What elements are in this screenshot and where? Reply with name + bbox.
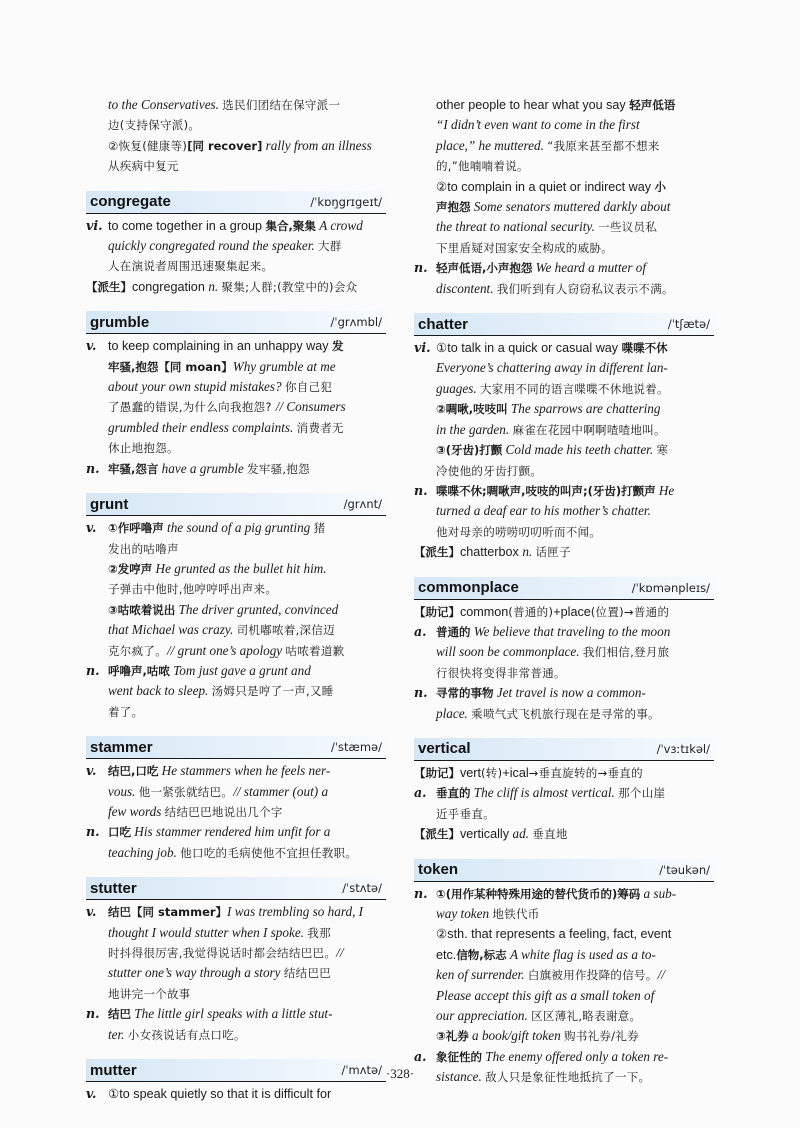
headword-pronunciation: /ˈstʌtə/ bbox=[342, 881, 382, 896]
text-ex: // grunt one’s apology bbox=[167, 642, 286, 658]
part-of-speech: v. bbox=[86, 338, 97, 354]
text-ex: will soon be commonplace. bbox=[436, 644, 583, 660]
entry-line bbox=[86, 600, 386, 620]
text-def: etc. bbox=[436, 947, 457, 962]
left-column bbox=[86, 95, 386, 1104]
text-cn: 人在演说者周围迅速聚集起来。 bbox=[108, 259, 274, 274]
headword-text: vertical bbox=[418, 740, 471, 758]
entry-line bbox=[414, 824, 714, 844]
entry-line bbox=[86, 357, 386, 377]
entry-line bbox=[414, 522, 714, 542]
text-ex: vous. bbox=[108, 783, 139, 799]
entry-line bbox=[414, 115, 714, 135]
entry-line bbox=[86, 761, 386, 781]
text-ex: Tom just gave a grunt and bbox=[169, 662, 311, 678]
text-cn: 时抖得很厉害,我觉得说话时都会结结巴巴。 bbox=[108, 946, 337, 960]
entry-headword-commonplace bbox=[414, 577, 714, 600]
entry-headword-stutter bbox=[86, 877, 386, 900]
entry-line bbox=[86, 336, 386, 356]
entry-line bbox=[86, 984, 386, 1004]
text-def: vert bbox=[460, 765, 481, 780]
text-cnb: 普通的 bbox=[436, 624, 471, 639]
headword-pronunciation: /ˈtʃætə/ bbox=[667, 317, 710, 332]
entry-line bbox=[414, 197, 714, 217]
headword-text: stutter bbox=[90, 879, 137, 897]
text-cnb: 牢骚,怨言 bbox=[108, 461, 159, 476]
text-cn: 你自己犯 bbox=[284, 380, 333, 395]
entry-line bbox=[86, 1025, 386, 1045]
text-cn: 咕哝着道歉 bbox=[285, 643, 345, 658]
text-cnb: ③咕哝着说出 bbox=[108, 602, 176, 617]
text-ex: Some senators muttered darkly about bbox=[470, 199, 671, 215]
text-cn: 地铁代币 bbox=[492, 907, 540, 921]
entry-line bbox=[86, 1004, 386, 1024]
text-cn: 结结巴巴地说出几个字 bbox=[164, 804, 283, 819]
entry-line bbox=[414, 1006, 714, 1026]
entry-line bbox=[86, 802, 386, 822]
text-cn: 发出的咕噜声 bbox=[108, 541, 179, 556]
text-ex: // Consumers bbox=[275, 399, 346, 415]
entry-line bbox=[414, 1026, 714, 1046]
text-cn: 近乎垂直。 bbox=[436, 806, 495, 821]
text-ex: few words bbox=[108, 803, 165, 819]
text-cn: 我们相信,登月旅 bbox=[582, 645, 670, 660]
text-ex: our appreciation. bbox=[436, 1008, 532, 1024]
part-of-speech: vi. bbox=[414, 340, 431, 356]
entry-line bbox=[414, 663, 714, 683]
entry-line bbox=[414, 763, 714, 783]
text-cn: 发牢骚,抱怨 bbox=[247, 461, 310, 476]
text-cn: 垂直地 bbox=[532, 827, 568, 842]
text-ex: went back to sleep. bbox=[108, 683, 212, 699]
entry-line bbox=[414, 258, 714, 278]
text-ex: ad. bbox=[512, 826, 533, 842]
page-number: ·328· bbox=[385, 1066, 415, 1081]
entry-line bbox=[414, 884, 714, 904]
text-tag: 【派生】 bbox=[86, 279, 132, 294]
text-ex: turned a deaf ear to his mother’s chatter. bbox=[436, 503, 651, 519]
text-ex: A white flag is used as a to- bbox=[506, 946, 656, 962]
text-def: ①to speak quietly so that it is difficult for bbox=[108, 1087, 332, 1102]
part-of-speech: n. bbox=[86, 662, 100, 678]
text-cn: 休止地抱怨。 bbox=[108, 441, 179, 456]
entry-line bbox=[86, 923, 386, 943]
text-cnb: 轻声低语,小声抱怨 bbox=[436, 261, 533, 276]
entry-line bbox=[86, 236, 386, 256]
entry-headword-grumble bbox=[86, 311, 386, 334]
entry-line bbox=[414, 217, 714, 237]
text-cnb: 集合,聚集 bbox=[265, 218, 316, 233]
text-cn: 大家用不同的语言喋喋不休地说着。 bbox=[479, 381, 669, 396]
text-ex: We heard a mutter of bbox=[532, 260, 647, 276]
entry-line bbox=[86, 620, 386, 640]
entry-line bbox=[414, 986, 714, 1006]
headword-pronunciation: /grʌnt/ bbox=[343, 497, 382, 512]
text-cnb: 声抱怨 bbox=[436, 200, 471, 215]
text-ex: The little girl speaks with a little stut- bbox=[131, 1006, 333, 1022]
headword-text: mutter bbox=[90, 1061, 137, 1079]
text-cnb: 呼噜声,咕哝 bbox=[108, 663, 170, 678]
text-cn: 边(支持保守派)。 bbox=[108, 118, 201, 133]
headword-text: commonplace bbox=[418, 579, 519, 597]
entry-line bbox=[414, 279, 714, 299]
text-cnb: 喋喋不休 bbox=[621, 341, 668, 356]
text-cn: 白旗被用作投降的信号。 bbox=[527, 968, 658, 983]
text-cn: 选民们团结在保守派一 bbox=[222, 98, 341, 112]
text-cn: 小女孩说话有点口吃。 bbox=[127, 1027, 246, 1042]
entry-line bbox=[414, 136, 714, 156]
text-tag: 【助记】 bbox=[414, 604, 460, 619]
part-of-speech: vi. bbox=[86, 217, 103, 233]
text-cnb: 结巴 bbox=[108, 1007, 131, 1022]
text-cnb: 垂直的 bbox=[436, 786, 471, 801]
headword-pronunciation: /ˈtəukən/ bbox=[659, 862, 710, 877]
entry-line bbox=[414, 783, 714, 803]
entry-line bbox=[86, 782, 386, 802]
text-ex: He bbox=[655, 482, 675, 498]
text-ex: // stammer (out) a bbox=[233, 783, 329, 799]
text-cn: 克尔疯了。 bbox=[108, 643, 167, 658]
headword-pronunciation: /ˈkɒŋgrɪgeɪt/ bbox=[310, 194, 382, 209]
part-of-speech: a. bbox=[414, 623, 427, 639]
entry-headword-token bbox=[414, 859, 714, 882]
text-ex: discontent. bbox=[436, 280, 497, 296]
text-def: +place bbox=[553, 604, 591, 619]
text-cn: 购书礼券/礼券 bbox=[563, 1029, 639, 1044]
text-cnb: ③(牙齿)打颤 bbox=[436, 443, 503, 458]
part-of-speech: n. bbox=[86, 824, 100, 840]
text-cn: ②恢复(健康等) bbox=[108, 138, 188, 153]
text-cn: 他对母亲的唠唠叨叨听而不闻。 bbox=[436, 524, 602, 539]
entry-line bbox=[414, 542, 714, 562]
text-cnb: ①作呼噜声 bbox=[108, 521, 164, 536]
entry-line bbox=[86, 559, 386, 579]
text-def: to come together in a group bbox=[108, 218, 266, 233]
part-of-speech: v. bbox=[86, 520, 97, 536]
text-ex: The driver grunted, convinced bbox=[175, 601, 339, 617]
text-ex: Cold made his teeth chatter. bbox=[502, 442, 657, 458]
text-cn: 他口吃的毛病使他不宜担任教职。 bbox=[180, 845, 358, 860]
text-cn: 乘喷气式飞机旅行现在是寻常的事。 bbox=[471, 706, 660, 721]
headword-text: token bbox=[418, 861, 459, 879]
text-cn: 寒 bbox=[656, 443, 669, 458]
text-cn: “我原来甚至都不想来 bbox=[547, 138, 660, 153]
text-cn: 着了。 bbox=[108, 704, 144, 719]
text-cn: 话匣子 bbox=[535, 545, 571, 560]
headword-text: grumble bbox=[90, 313, 150, 331]
text-ex: We believe that traveling to the moon bbox=[470, 623, 671, 639]
text-cn: 子弹击中他时,他哼哼呼出声来。 bbox=[108, 582, 278, 597]
entry-line bbox=[414, 420, 714, 440]
text-ex: teaching job. bbox=[108, 844, 181, 860]
entry-line bbox=[86, 681, 386, 701]
text-cn: (普通的) bbox=[508, 604, 554, 619]
text-ex: His stammer rendered him unfit for a bbox=[131, 824, 331, 840]
text-cnb: ②发哼声 bbox=[108, 561, 153, 576]
text-cnb: 轻声低语 bbox=[629, 98, 676, 112]
part-of-speech: v. bbox=[86, 904, 97, 920]
entry-line bbox=[86, 579, 386, 599]
headword-text: chatter bbox=[418, 315, 469, 333]
entry-line bbox=[86, 539, 386, 559]
text-tag: 【同 moan】 bbox=[158, 359, 233, 374]
text-cn: 地讲完一个故事 bbox=[108, 986, 191, 1001]
entry-line bbox=[414, 379, 714, 399]
text-ex: to the Conservatives. bbox=[108, 97, 223, 112]
text-def: other people to hear what you say bbox=[436, 98, 630, 112]
entry-line bbox=[86, 1084, 386, 1104]
text-ex: Everyone’s chattering away in different lan- bbox=[436, 360, 668, 376]
entry-line bbox=[414, 481, 714, 501]
text-ex: way token bbox=[436, 906, 493, 921]
text-ex: He grunted as the bullet hit him. bbox=[152, 560, 327, 576]
text-cn: 区区薄礼,略表谢意。 bbox=[531, 1009, 642, 1024]
text-cn: 从疾病中复元 bbox=[108, 159, 179, 174]
text-ex: n. bbox=[208, 278, 222, 294]
entry-line bbox=[414, 602, 714, 622]
entry-line bbox=[414, 399, 714, 419]
text-cn: 结结巴巴 bbox=[283, 966, 332, 981]
text-cn: 麻雀在花园中啊啊喳喳地叫。 bbox=[512, 422, 666, 437]
text-ex: place. bbox=[436, 705, 472, 721]
text-ex: grumbled their endless complaints. bbox=[108, 419, 297, 435]
text-def: congregation bbox=[132, 279, 209, 294]
entry-line bbox=[414, 338, 714, 358]
text-cn: 下里盾疑对国家安全构成的威胁。 bbox=[436, 240, 613, 255]
entry-line bbox=[414, 904, 714, 924]
text-cnb: 结巴 bbox=[108, 905, 131, 920]
entry-line bbox=[414, 501, 714, 521]
text-cn: 消费者无 bbox=[296, 420, 344, 435]
text-cnb: ③礼券 bbox=[436, 1029, 469, 1044]
part-of-speech: a. bbox=[414, 785, 427, 801]
entry-line bbox=[414, 177, 714, 197]
entry-line bbox=[86, 156, 386, 176]
text-ex: a sub- bbox=[640, 885, 677, 901]
part-of-speech: n. bbox=[86, 1006, 100, 1022]
headword-pronunciation: /ˈmʌtə/ bbox=[341, 1063, 382, 1078]
text-cnb: 小 bbox=[654, 179, 666, 194]
text-ex: Why grumble at me bbox=[232, 358, 336, 374]
text-ex: rally from an illness bbox=[262, 137, 372, 153]
text-ex: that Michael was crazy. bbox=[108, 622, 237, 638]
entry-headword-chatter bbox=[414, 313, 714, 336]
entry-line bbox=[414, 440, 714, 460]
text-def: chatterbox bbox=[460, 545, 523, 560]
text-def: to keep complaining in an unhappy way bbox=[108, 339, 333, 354]
entry-line bbox=[414, 642, 714, 662]
entry-line bbox=[86, 822, 386, 842]
text-cn: 司机嘟哝着,深信迈 bbox=[236, 623, 335, 638]
text-ex: Please accept this gift as a small token of bbox=[436, 987, 655, 1003]
text-ex: sistance. bbox=[436, 1069, 486, 1085]
headword-pronunciation: /ˈvɜːtɪkəl/ bbox=[656, 741, 710, 756]
entry-line bbox=[414, 95, 714, 115]
entry-line bbox=[86, 418, 386, 438]
text-def: ②to complain in a quiet or indirect way bbox=[436, 179, 655, 194]
text-cn: 的,”他喃喃着说。 bbox=[436, 159, 529, 174]
entry-line bbox=[414, 358, 714, 378]
entry-line bbox=[414, 804, 714, 824]
text-cnb: ②啁啾,吱吱叫 bbox=[436, 402, 508, 417]
text-ex: The enemy offered only a token re- bbox=[482, 1048, 669, 1064]
text-ex: stutter one’s way through a story bbox=[108, 965, 284, 981]
entry-headword-vertical bbox=[414, 738, 714, 761]
text-ex: the sound of a pig grunting bbox=[163, 520, 314, 536]
text-ex: “I didn’t even want to come in the first bbox=[436, 117, 640, 133]
text-ex: // bbox=[336, 945, 344, 960]
text-ex: a book/gift token bbox=[468, 1028, 564, 1044]
entry-line bbox=[414, 1047, 714, 1067]
text-ex: The sparrows are chattering bbox=[507, 401, 661, 417]
headword-text: grunt bbox=[90, 495, 129, 513]
part-of-speech: n. bbox=[414, 885, 428, 901]
entry-line bbox=[86, 702, 386, 722]
text-cn: 冷使他的牙齿打颤。 bbox=[436, 463, 543, 478]
entry-headword-congregate bbox=[86, 191, 386, 214]
entry-line bbox=[414, 683, 714, 703]
entry-line bbox=[86, 459, 386, 479]
entry-line bbox=[86, 661, 386, 681]
text-cn: →垂直旋转的→垂直的 bbox=[528, 765, 643, 780]
entry-line bbox=[86, 115, 386, 135]
text-cnb: ①(用作某种特殊用途的替代货币的)筹码 bbox=[436, 886, 641, 901]
part-of-speech: n. bbox=[414, 260, 428, 276]
text-def: ①to talk in a quick or casual way bbox=[436, 341, 622, 356]
text-cn: (位置)→普通的 bbox=[590, 604, 670, 619]
entry-line bbox=[86, 963, 386, 983]
entry-line bbox=[86, 136, 386, 156]
text-cnb: 寻常的事物 bbox=[436, 686, 494, 701]
text-ex: in the garden. bbox=[436, 421, 513, 437]
text-ex: thought I would stutter when I spoke. bbox=[108, 924, 308, 940]
entry-line bbox=[414, 156, 714, 176]
headword-pronunciation: /ˈstæmə/ bbox=[331, 740, 382, 755]
text-cn: 汤姆只是哼了一声,又睡 bbox=[211, 684, 334, 699]
entry-line bbox=[86, 902, 386, 922]
text-def: vertically bbox=[460, 827, 513, 842]
entry-line bbox=[414, 965, 714, 985]
entry-line bbox=[86, 277, 386, 297]
text-ex: about your own stupid mistakes? bbox=[108, 379, 285, 395]
text-cnb: 象征性的 bbox=[436, 1049, 482, 1064]
entry-line bbox=[414, 945, 714, 965]
entry-line bbox=[86, 397, 386, 417]
part-of-speech: a. bbox=[414, 1048, 427, 1064]
text-ex: n. bbox=[522, 544, 536, 560]
text-ex: ken of surrender. bbox=[436, 967, 528, 983]
text-cnb: 牢骚,抱怨 bbox=[108, 359, 159, 374]
text-cn: 大群 bbox=[317, 239, 342, 254]
headword-pronunciation: /ˈkɒmənpleɪs/ bbox=[631, 580, 710, 595]
text-cn: 一些议员私 bbox=[598, 220, 658, 235]
text-ex: // bbox=[657, 967, 665, 983]
text-cn: (转) bbox=[481, 765, 503, 780]
text-tag: 【助记】 bbox=[414, 765, 460, 780]
entry-line bbox=[414, 238, 714, 258]
text-cn: 我那 bbox=[307, 925, 331, 940]
text-ex: Jet travel is now a common- bbox=[493, 685, 646, 701]
right-column bbox=[414, 95, 714, 1088]
text-cn: 他一紧张就结巴。 bbox=[138, 784, 234, 799]
text-tag: 【派生】 bbox=[414, 545, 460, 560]
part-of-speech: n. bbox=[86, 460, 100, 476]
text-ex: He stammers when he feels ner- bbox=[158, 763, 331, 779]
entry-line bbox=[86, 438, 386, 458]
part-of-speech: v. bbox=[86, 1086, 97, 1102]
text-cn: 了愚蠢的错误,为什么向我抱怨? bbox=[108, 400, 276, 415]
text-cn: 聚集;人群;(教堂中的)会众 bbox=[221, 279, 358, 294]
text-ex: The cliff is almost vertical. bbox=[470, 785, 619, 801]
text-ex: have a grumble bbox=[158, 460, 248, 476]
text-ex: the threat to national security. bbox=[436, 219, 599, 235]
entry-line bbox=[414, 924, 714, 944]
headword-text: congregate bbox=[90, 193, 171, 211]
text-ex: ter. bbox=[108, 1026, 128, 1042]
text-cn: 行很快将变得非常普通。 bbox=[436, 665, 566, 680]
text-def: common bbox=[460, 604, 509, 619]
text-cn: 猪 bbox=[313, 521, 326, 536]
text-ex: quickly congregated round the speaker. bbox=[108, 238, 318, 254]
entry-headword-grunt bbox=[86, 493, 386, 516]
entry-line bbox=[86, 216, 386, 236]
text-def: +ical bbox=[502, 765, 529, 780]
text-ex: guages. bbox=[436, 380, 480, 396]
entry-line bbox=[414, 704, 714, 724]
entry-line bbox=[414, 461, 714, 481]
part-of-speech: n. bbox=[414, 685, 428, 701]
text-tag: [同 recover] bbox=[187, 138, 263, 153]
headword-pronunciation: /ˈgrʌmbl/ bbox=[330, 315, 382, 330]
text-ex: place,” he muttered. bbox=[436, 137, 548, 153]
entry-headword-stammer bbox=[86, 736, 386, 759]
entry-line bbox=[86, 641, 386, 661]
headword-text: stammer bbox=[90, 738, 153, 756]
text-tag: 【同 stammer】 bbox=[131, 905, 228, 920]
entry-line bbox=[86, 95, 386, 115]
text-ex: I was trembling so hard, I bbox=[227, 904, 364, 920]
entry-line bbox=[86, 256, 386, 276]
text-cnb: 发 bbox=[332, 339, 344, 354]
text-tag: 【派生】 bbox=[414, 827, 460, 842]
entry-line bbox=[86, 377, 386, 397]
text-cnb: 信物,标志 bbox=[456, 947, 507, 962]
part-of-speech: n. bbox=[414, 482, 428, 498]
entry-line bbox=[86, 518, 386, 538]
text-cnb: 口吃 bbox=[108, 825, 131, 840]
text-cn: 敌人只是象征性地抵抗了一下。 bbox=[485, 1070, 651, 1085]
text-def: ②sth. that represents a feeling, fact, event bbox=[436, 927, 672, 942]
text-cn: 我们听到有人窃窃私议表示不满。 bbox=[496, 281, 674, 296]
text-cnb: 结巴,口吃 bbox=[108, 764, 159, 779]
entry-line bbox=[86, 843, 386, 863]
text-ex: A crowd bbox=[315, 217, 363, 233]
part-of-speech: v. bbox=[86, 763, 97, 779]
entry-line bbox=[414, 622, 714, 642]
text-cn: 那个山崖 bbox=[618, 786, 666, 801]
entry-line bbox=[86, 943, 386, 963]
text-cnb: 喋喋不休;啁啾声,吱吱的叫声;(牙齿)打颤声 bbox=[436, 483, 656, 498]
